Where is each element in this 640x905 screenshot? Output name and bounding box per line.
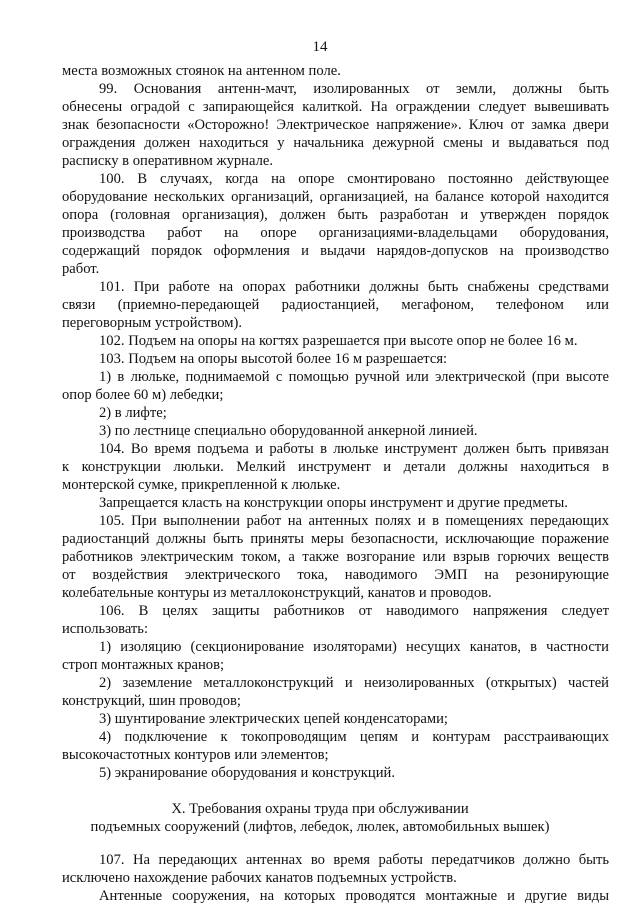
- text-line: колебательные контуры из металлоконструкций, канатов и проводов.: [62, 585, 492, 601]
- text-line: расписку в оперативном журнале.: [62, 153, 273, 169]
- text-line: от воздействия электрического тока, наводимого ЭМП на резонирующие: [62, 567, 609, 583]
- text-line: 99. Основания антенн-мачт, изолированных от земли, должны быть: [99, 81, 609, 97]
- text-line: исключено нахождение рабочих канатов подъемных устройств.: [62, 870, 457, 886]
- text-line: обнесены оградой с запирающейся калиткой. На ограждении следует вывешивать: [62, 99, 609, 115]
- text-line: высокочастотных контуров или элементов;: [62, 747, 329, 763]
- text-line: Запрещается класть на конструкции опоры инструмент и другие предметы.: [99, 495, 568, 511]
- text-line: работников электрическим током, а также возгорание или взрыв горючих веществ: [62, 549, 609, 565]
- text-line: 3) шунтирование электрических цепей конденсаторами;: [99, 711, 448, 727]
- text-line: 106. В целях защиты работников от наводимого напряжения следует: [99, 603, 609, 619]
- text-line: 103. Подъем на опоры высотой более 16 м разрешается:: [99, 351, 448, 367]
- text-line: 1) изоляцию (секционирование изоляторами) несущих канатов, в частности: [99, 639, 609, 655]
- text-line: производства работ на опоре организациями-владельцами оборудования,: [62, 225, 609, 241]
- text-line: 2) заземление металлоконструкций и неизолированных (открытых) частей: [99, 675, 609, 691]
- text-line: радиостанций должны быть приняты меры безопасности, исключающие поражение: [62, 531, 609, 547]
- text-line: строп монтажных кранов;: [62, 657, 225, 673]
- text-line: 104. Во время подъема и работы в люльке инструмент должен быть привязан: [99, 441, 609, 457]
- text-line: содержащий порядок оформления и выдачи нарядов-допусков на производство: [62, 243, 609, 259]
- text-line: опор более 60 м) лебедки;: [62, 387, 224, 403]
- text-line: работ.: [62, 261, 100, 277]
- text-line: ограждения должен находиться у начальника дежурной смены и выдаваться под: [62, 135, 609, 151]
- section-heading: X. Требования охраны труда при обслуживании: [171, 801, 469, 817]
- page-number: 14: [312, 39, 328, 55]
- section-heading: подъемных сооружений (лифтов, лебедок, люлек, автомобильных вышек): [90, 819, 550, 835]
- text-line: 2) в лифте;: [99, 405, 167, 421]
- text-line: монтерской сумке, прикрепленной к люльке.: [62, 477, 341, 493]
- text-line: связи (приемно-передающей радиостанцией, мегафоном, телефоном или: [62, 297, 609, 313]
- text-line: 102. Подъем на опоры на когтях разрешается при высоте опор не более 16 м.: [99, 333, 578, 349]
- text-line: к конструкции люльки. Мелкий инструмент и детали должны находиться в: [62, 459, 609, 475]
- text-line: Антенные сооружения, на которых проводятся монтажные и другие виды: [99, 888, 609, 904]
- text-line: опора (головная организация), должен быть разработан и утвержден порядок: [62, 207, 609, 223]
- text-line: конструкций, шин проводов;: [62, 693, 241, 709]
- text-line: 3) по лестнице специально оборудованной анкерной линией.: [99, 423, 478, 439]
- text-line: 105. При выполнении работ на антенных полях и в помещениях передающих: [99, 513, 609, 529]
- text-line: 4) подключение к токопроводящим цепям и контурам расстраивающих: [99, 729, 609, 745]
- text-line: места возможных стоянок на антенном поле.: [62, 63, 341, 79]
- text-line: переговорным устройством).: [62, 315, 243, 331]
- text-line: 100. В случаях, когда на опоре смонтировано постоянно действующее: [99, 171, 609, 187]
- text-line: 1) в люльке, поднимаемой с помощью ручной или электрической (при высоте: [99, 369, 609, 385]
- text-line: 101. При работе на опорах работники должны быть снабжены средствами: [99, 279, 609, 295]
- text-line: использовать:: [62, 621, 149, 637]
- text-line: оборудование нескольких организаций, организацией, на балансе которой находится: [62, 189, 609, 205]
- text-line: 107. На передающих антеннах во время работы передатчиков должно быть: [99, 852, 609, 868]
- text-line: знак безопасности «Осторожно! Электрическое напряжение». Ключ от замка двери: [62, 117, 609, 133]
- text-line: 5) экранирование оборудования и конструкций.: [99, 765, 395, 781]
